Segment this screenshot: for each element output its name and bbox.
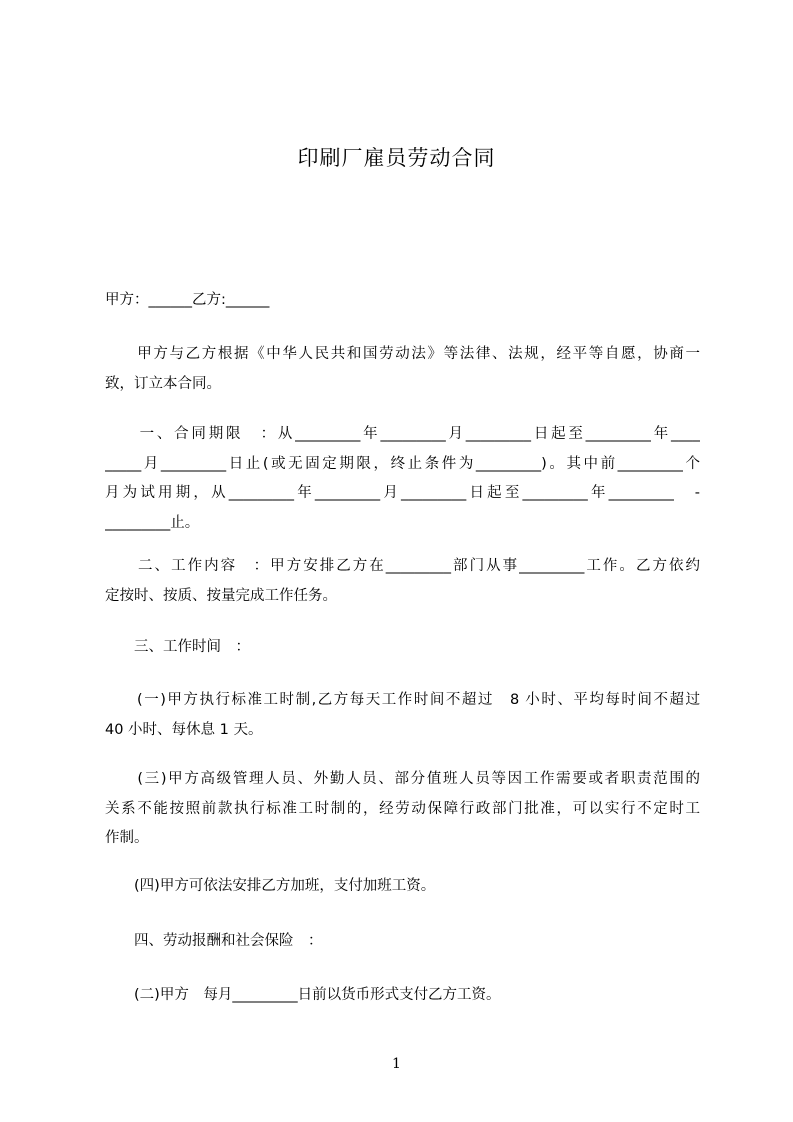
section-2-line-2: 定按时、按质、按量完成工作任务。 (105, 587, 337, 604)
page-number: 1 (392, 1056, 401, 1072)
section-2-line-1: 二、工作内容 ：甲方安排乙方在_________部门从事_________工作。乙方依约 (105, 558, 700, 574)
section-4-heading (105, 927, 700, 957)
section-3-item-3-line-1: (三)甲方高级管理人员、外勤人员、部分值班人员等因工作需要或者职责范围的 (105, 771, 700, 787)
section-2-job-content (105, 552, 700, 611)
section-4-item-2 (105, 981, 700, 1011)
section-1-line-4: _________止。 (105, 514, 200, 531)
parties-text: 甲方：______乙方:______ (105, 292, 270, 308)
section-1-line-1: 一、合同期限 ：从_________年_________月_________日起至_________年____ (105, 426, 700, 442)
preamble-paragraph (105, 340, 700, 399)
section-3-heading-text: 三、工作时间 ： (105, 639, 250, 655)
section-1-contract-term (105, 420, 700, 538)
section-3-item-3 (105, 765, 700, 854)
section-4-heading-text: 四、劳动报酬和社会保险 ： (105, 933, 323, 949)
section-3-item-1-line-1: (一)甲方执行标准工时制,乙方每天工作时间不超过 8 小时、平均每时间不超过 (105, 692, 700, 708)
section-3-item-3-line-2: 关系不能按照前款执行标准工时制的，经劳动保障行政部门批准，可以实行不定时工 (105, 800, 700, 817)
section-1-line-2: _____月_________日止(或无固定期限，终止条件为_________)。其中前_________个 (105, 455, 700, 472)
section-3-item-3-line-3: 作制。 (105, 830, 149, 846)
section-3-item-4 (105, 872, 700, 902)
section-3-item-1 (105, 686, 700, 745)
section-4-item-2-text: (二)甲方 每月_________日前以货币形式支付乙方工资。 (105, 987, 501, 1003)
preamble-line-2: 致，订立本合同。 (105, 375, 221, 392)
section-3-item-4-text: (四)甲方可依法安排乙方加班，支付加班工资。 (105, 878, 436, 894)
section-3-heading (105, 633, 700, 663)
section-1-line-3: 月为试用期，从_________年_________月_________日起至_________年_________ - (105, 485, 700, 501)
parties-line (105, 286, 700, 316)
preamble-line-1: 甲方与乙方根据《中华人民共和国劳动法》等法律、法规，经平等自愿，协商一 (105, 346, 700, 362)
section-3-item-1-line-2: 40 小时、每休息 1 天。 (105, 721, 263, 738)
document-title: 印刷厂雇员劳动合同 (297, 146, 496, 170)
